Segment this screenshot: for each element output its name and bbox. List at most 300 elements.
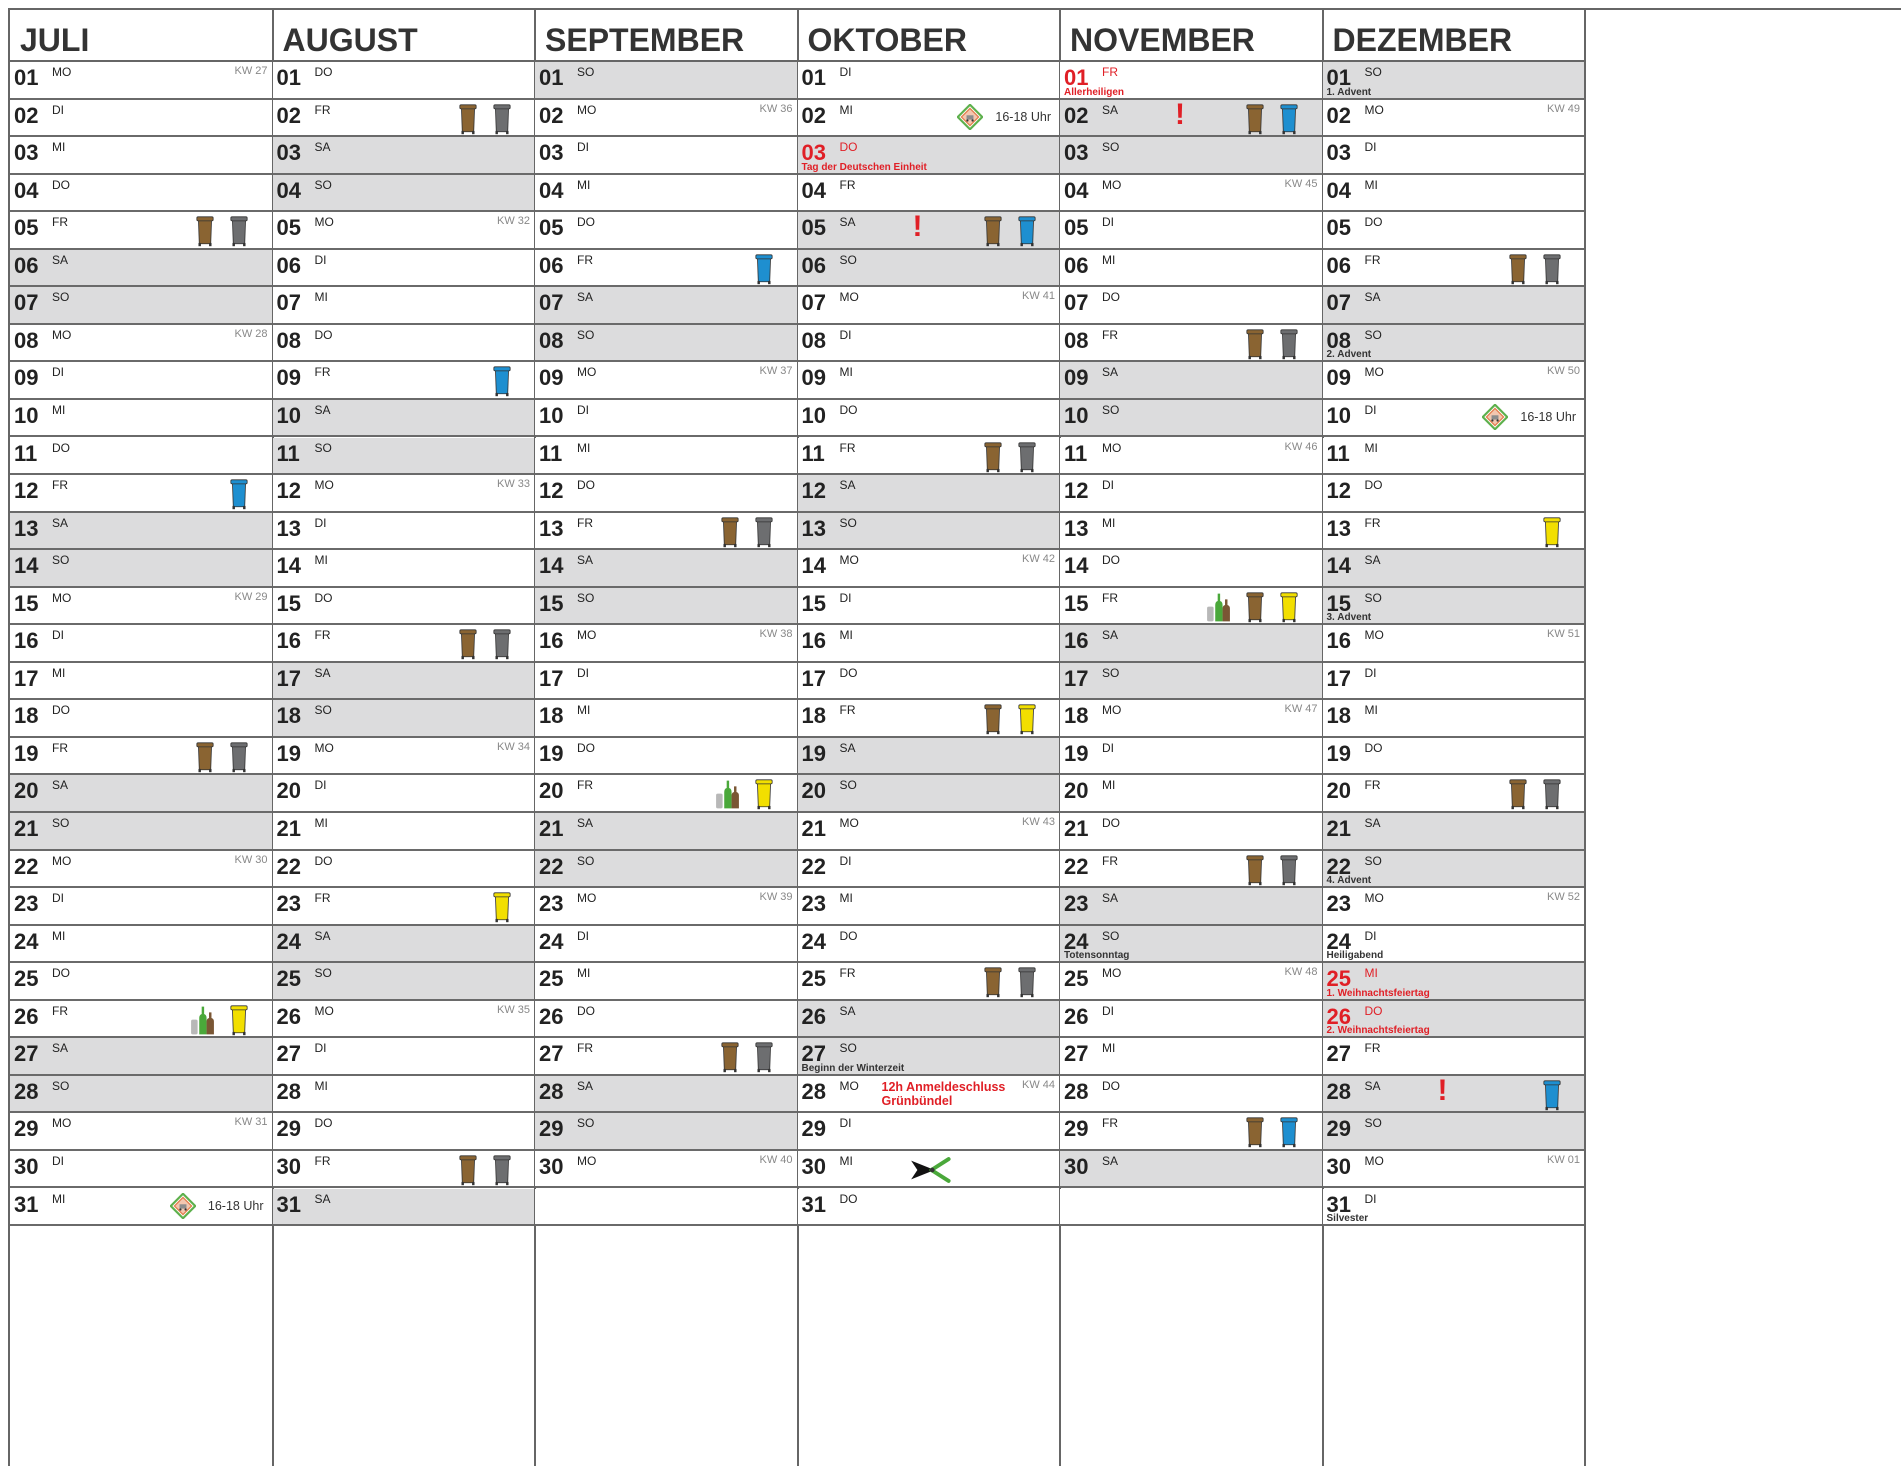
weekday-label: MI: [577, 177, 591, 192]
brown-bin-icon: [1509, 254, 1527, 288]
weekday-label: SO: [1102, 928, 1120, 943]
day-number: 14: [14, 553, 39, 579]
day-cell[interactable]: [273, 362, 535, 400]
day-cell[interactable]: [1060, 813, 1322, 851]
day-cell[interactable]: [798, 851, 1060, 889]
calendar-week-label: KW 49: [1546, 102, 1580, 115]
day-number: 09: [801, 365, 826, 391]
day-cell[interactable]: [798, 400, 1060, 438]
deadline-note: [882, 1080, 1006, 1108]
weekday-label: FR: [52, 478, 68, 493]
day-cell[interactable]: [535, 438, 797, 476]
day-cell[interactable]: [273, 1001, 535, 1039]
day-number: 30: [801, 1153, 826, 1179]
day-cell[interactable]: [273, 663, 535, 701]
day-cell[interactable]: [1060, 1076, 1322, 1114]
day-cell[interactable]: [798, 775, 1060, 813]
day-cell[interactable]: [535, 1001, 797, 1039]
day-cell[interactable]: [535, 1038, 797, 1076]
day-cell[interactable]: [535, 700, 797, 738]
weekday-label: MO: [1364, 1153, 1384, 1168]
day-cell[interactable]: [1323, 813, 1585, 851]
day-cell[interactable]: [10, 813, 272, 851]
day-cell[interactable]: [798, 1113, 1060, 1151]
day-cell[interactable]: [10, 775, 272, 813]
day-number: 15: [801, 590, 826, 616]
day-cell[interactable]: [535, 325, 797, 363]
weekday-label: DI: [839, 65, 852, 79]
day-cell[interactable]: [1060, 287, 1322, 325]
day-cell[interactable]: [1060, 1001, 1322, 1039]
day-cell[interactable]: [1060, 1038, 1322, 1076]
day-cell[interactable]: [1323, 1076, 1585, 1114]
day-cell[interactable]: [273, 963, 535, 1001]
day-cell[interactable]: [273, 513, 535, 551]
day-number: 30: [276, 1153, 301, 1179]
weekday-label: DO: [839, 665, 858, 680]
day-cell[interactable]: [535, 400, 797, 438]
brown-bin-icon: [1246, 1117, 1264, 1151]
day-cell[interactable]: [1323, 1001, 1585, 1039]
day-cell[interactable]: [798, 513, 1060, 551]
weekday-label: DI: [1364, 665, 1377, 680]
day-cell[interactable]: [1060, 325, 1322, 363]
day-cell[interactable]: [1060, 100, 1322, 138]
day-cell[interactable]: [798, 325, 1060, 363]
day-cell[interactable]: [535, 888, 797, 926]
weekday-label: SA: [577, 553, 594, 568]
day-number: 26: [539, 1003, 564, 1029]
day-cell[interactable]: [798, 1001, 1060, 1039]
day-cell[interactable]: [798, 588, 1060, 626]
day-cell[interactable]: [273, 775, 535, 813]
day-cell[interactable]: [535, 550, 797, 588]
day-cell[interactable]: [1323, 325, 1585, 363]
day-cell[interactable]: [798, 175, 1060, 213]
day-number: 07: [539, 290, 564, 316]
day-cell[interactable]: [1060, 513, 1322, 551]
calendar-week-label: KW 39: [759, 891, 793, 904]
weekday-label: DI: [839, 590, 852, 605]
day-number: 20: [14, 778, 39, 804]
weekday-label: SA: [1102, 1153, 1119, 1168]
day-number: 15: [1326, 590, 1351, 616]
day-cell[interactable]: [273, 100, 535, 138]
weekday-label: DO: [839, 1191, 858, 1206]
day-cell[interactable]: [1323, 400, 1585, 438]
deadline-note-line-2: Grünbündel: [881, 1093, 953, 1108]
day-cell[interactable]: [273, 438, 535, 476]
weekday-label: MO: [839, 290, 859, 305]
day-cell[interactable]: [1060, 775, 1322, 813]
day-cell[interactable]: [535, 775, 797, 813]
day-cell[interactable]: [10, 1151, 272, 1189]
day-cell[interactable]: [798, 100, 1060, 138]
day-number: 15: [539, 590, 564, 616]
day-cell[interactable]: [1323, 212, 1585, 250]
weekday-label: DO: [1364, 215, 1383, 230]
day-cell[interactable]: [1323, 775, 1585, 813]
day-cell[interactable]: [798, 963, 1060, 1001]
day-cell[interactable]: [1323, 475, 1585, 513]
day-cell[interactable]: [1060, 400, 1322, 438]
day-cell[interactable]: [273, 813, 535, 851]
day-cell[interactable]: [273, 588, 535, 626]
weekday-label: MI: [314, 290, 328, 305]
event-label: 1. Advent: [1326, 86, 1372, 98]
day-number: 15: [276, 590, 301, 616]
day-cell[interactable]: [10, 1189, 272, 1227]
day-number: 23: [801, 891, 826, 917]
day-cell[interactable]: [10, 475, 272, 513]
day-cell[interactable]: [273, 475, 535, 513]
day-cell[interactable]: [10, 963, 272, 1001]
weekday-label: SO: [1102, 665, 1120, 680]
day-cell[interactable]: [1060, 250, 1322, 288]
weekday-label: FR: [1102, 1116, 1118, 1131]
day-cell[interactable]: [10, 100, 272, 138]
day-cell[interactable]: [1060, 963, 1322, 1001]
day-cell[interactable]: [535, 625, 797, 663]
day-cell[interactable]: [273, 62, 535, 100]
day-cell[interactable]: [1323, 1113, 1585, 1151]
day-cell[interactable]: [1323, 625, 1585, 663]
day-cell[interactable]: [10, 175, 272, 213]
day-number: 17: [276, 665, 301, 691]
weekday-label: DO: [314, 853, 333, 868]
day-number: 20: [539, 778, 564, 804]
day-cell[interactable]: [273, 325, 535, 363]
weekday-label: SA: [314, 665, 331, 680]
day-cell[interactable]: [1060, 888, 1322, 926]
day-cell[interactable]: [798, 888, 1060, 926]
day-cell[interactable]: [1060, 137, 1322, 175]
day-number: 29: [539, 1116, 564, 1142]
day-number: 09: [1326, 365, 1351, 391]
day-cell[interactable]: [798, 663, 1060, 701]
day-number: 16: [801, 628, 826, 654]
day-cell[interactable]: [10, 212, 272, 250]
weekday-label: FR: [1364, 778, 1381, 793]
yellow-bin-icon: [1543, 517, 1561, 551]
day-number: 09: [276, 365, 301, 391]
day-cell[interactable]: [535, 813, 797, 851]
day-cell[interactable]: [273, 137, 535, 175]
day-cell[interactable]: [10, 1113, 272, 1151]
weekday-label: FR: [1102, 853, 1118, 868]
day-cell[interactable]: [798, 475, 1060, 513]
day-cell[interactable]: [798, 926, 1060, 964]
day-cell[interactable]: [10, 137, 272, 175]
day-cell[interactable]: [1323, 588, 1585, 626]
day-cell[interactable]: [273, 700, 535, 738]
day-cell[interactable]: [798, 700, 1060, 738]
day-cell[interactable]: [1323, 1038, 1585, 1076]
day-cell[interactable]: [10, 362, 272, 400]
glass-bottles-icon: [190, 1005, 215, 1039]
day-cell[interactable]: [535, 926, 797, 964]
day-number: 24: [14, 928, 39, 954]
day-cell[interactable]: [1323, 513, 1585, 551]
day-cell[interactable]: [10, 325, 272, 363]
day-cell[interactable]: [535, 513, 797, 551]
day-cell[interactable]: [10, 438, 272, 476]
day-cell[interactable]: [535, 1151, 797, 1189]
day-cell[interactable]: [798, 137, 1060, 175]
day-cell[interactable]: [273, 1189, 535, 1227]
day-cell[interactable]: [10, 588, 272, 626]
month-header: JULI: [10, 10, 272, 62]
day-cell[interactable]: [273, 212, 535, 250]
weekday-label: DO: [577, 1003, 595, 1018]
day-cell[interactable]: [273, 400, 535, 438]
day-cell[interactable]: [10, 400, 272, 438]
day-cell[interactable]: [1323, 250, 1585, 288]
day-cell[interactable]: [273, 851, 535, 889]
day-cell[interactable]: [10, 625, 272, 663]
day-number: 03: [14, 140, 39, 166]
day-number: 25: [276, 966, 301, 992]
day-cell[interactable]: [1323, 888, 1585, 926]
calendar-week-label: KW 40: [759, 1153, 793, 1166]
yellow-bin-icon: [1280, 592, 1298, 626]
day-cell[interactable]: [273, 1151, 535, 1189]
day-number: 02: [1064, 102, 1089, 128]
day-cell[interactable]: [10, 663, 272, 701]
weekday-label: DO: [1102, 290, 1120, 305]
day-cell[interactable]: [535, 175, 797, 213]
yellow-bin-icon: [493, 892, 511, 926]
weekday-label: MI: [1102, 778, 1116, 793]
day-cell[interactable]: [273, 1038, 535, 1076]
brown-bin-icon: [459, 629, 477, 663]
day-cell[interactable]: [1060, 663, 1322, 701]
weekday-label: DI: [52, 365, 64, 380]
day-cell[interactable]: [535, 663, 797, 701]
day-cell[interactable]: [1060, 851, 1322, 889]
day-cell[interactable]: [10, 851, 272, 889]
day-cell[interactable]: [1060, 926, 1322, 964]
weekday-label: MO: [1364, 891, 1384, 906]
day-cell[interactable]: [1060, 700, 1322, 738]
day-cell[interactable]: [273, 550, 535, 588]
day-number: 26: [14, 1003, 39, 1029]
grey-bin-icon: [1018, 442, 1036, 476]
day-number: 14: [1064, 553, 1089, 579]
day-number: 10: [539, 402, 564, 428]
day-cell[interactable]: [273, 926, 535, 964]
day-cell[interactable]: [273, 1113, 535, 1151]
day-cell[interactable]: [535, 362, 797, 400]
day-cell[interactable]: [10, 888, 272, 926]
weekday-label: MO: [1364, 102, 1384, 117]
day-number: 29: [276, 1116, 301, 1142]
day-cell[interactable]: [535, 250, 797, 288]
day-cell[interactable]: [798, 362, 1060, 400]
day-number: 22: [276, 853, 301, 879]
brown-bin-icon: [1246, 104, 1264, 138]
day-cell[interactable]: [1323, 663, 1585, 701]
day-cell[interactable]: [1323, 1189, 1585, 1227]
day-cell[interactable]: [798, 625, 1060, 663]
day-cell[interactable]: [1323, 287, 1585, 325]
weekday-label: MI: [314, 816, 328, 830]
day-number: 14: [539, 553, 564, 579]
weekday-label: DO: [839, 402, 858, 417]
day-cell[interactable]: [1060, 212, 1322, 250]
day-cell[interactable]: [1060, 438, 1322, 476]
day-cell[interactable]: [535, 1076, 797, 1114]
day-cell[interactable]: [1060, 62, 1322, 100]
day-cell[interactable]: [273, 625, 535, 663]
day-cell[interactable]: [1323, 550, 1585, 588]
weekday-label: SO: [839, 252, 857, 267]
day-cell[interactable]: [535, 100, 797, 138]
weekday-label: DO: [1102, 553, 1120, 568]
day-number: 15: [1064, 590, 1089, 616]
weekday-label: MI: [839, 1153, 853, 1168]
day-number: 21: [539, 816, 564, 841]
day-number: 08: [276, 327, 301, 353]
day-cell[interactable]: [798, 287, 1060, 325]
day-number: 01: [1326, 65, 1351, 90]
day-cell[interactable]: [798, 1151, 1060, 1189]
day-cell[interactable]: [535, 1113, 797, 1151]
day-number: 14: [276, 553, 301, 579]
day-cell[interactable]: [535, 588, 797, 626]
day-number: 23: [539, 891, 564, 917]
day-cell[interactable]: [10, 250, 272, 288]
weekday-label: DO: [1364, 1003, 1383, 1018]
day-cell[interactable]: [1060, 475, 1322, 513]
day-cell[interactable]: [798, 1189, 1060, 1227]
day-cell[interactable]: [10, 738, 272, 776]
day-cell[interactable]: [273, 250, 535, 288]
day-number: 17: [1064, 665, 1089, 691]
day-cell[interactable]: [273, 738, 535, 776]
day-cell[interactable]: [1323, 62, 1585, 100]
day-cell[interactable]: [1323, 700, 1585, 738]
day-cell[interactable]: [1060, 175, 1322, 213]
day-cell[interactable]: [10, 513, 272, 551]
day-cell[interactable]: [1323, 438, 1585, 476]
day-cell[interactable]: [798, 550, 1060, 588]
day-cell[interactable]: [10, 1038, 272, 1076]
weekday-label: DI: [314, 515, 327, 530]
day-cell[interactable]: [1323, 1151, 1585, 1189]
day-cell[interactable]: [535, 851, 797, 889]
garden-shears-icon: [908, 1154, 958, 1189]
day-cell[interactable]: [535, 475, 797, 513]
day-cell[interactable]: [10, 550, 272, 588]
day-cell[interactable]: [798, 62, 1060, 100]
day-cell[interactable]: [535, 738, 797, 776]
day-cell[interactable]: [798, 1038, 1060, 1076]
day-cell[interactable]: [10, 700, 272, 738]
day-cell[interactable]: [10, 926, 272, 964]
weekday-label: DI: [1102, 740, 1114, 755]
day-number: 11: [801, 440, 825, 466]
day-cell[interactable]: [1060, 1151, 1322, 1189]
day-cell[interactable]: [1323, 175, 1585, 213]
day-cell[interactable]: [1323, 100, 1585, 138]
day-cell[interactable]: [798, 1076, 1060, 1114]
day-cell[interactable]: [1323, 963, 1585, 1001]
day-cell[interactable]: [1060, 550, 1322, 588]
day-cell[interactable]: [798, 738, 1060, 776]
day-cell[interactable]: [1323, 926, 1585, 964]
weekday-label: SA: [1364, 290, 1381, 305]
weekday-label: MO: [577, 102, 597, 117]
day-cell[interactable]: [1060, 625, 1322, 663]
day-cell[interactable]: [1323, 362, 1585, 400]
day-cell[interactable]: [10, 1001, 272, 1039]
day-number: 11: [539, 440, 563, 466]
day-cell[interactable]: [273, 888, 535, 926]
weekday-label: DO: [577, 215, 595, 230]
grey-bin-icon: [1280, 855, 1298, 889]
calendar-week-label: KW 37: [759, 365, 793, 378]
day-cell[interactable]: [798, 212, 1060, 250]
day-number: 02: [1326, 102, 1351, 128]
event-label: Silvester: [1326, 1213, 1369, 1225]
day-cell[interactable]: [798, 813, 1060, 851]
day-number: 28: [539, 1078, 564, 1104]
calendar-week-label: KW 31: [234, 1116, 268, 1129]
day-cell[interactable]: [273, 287, 535, 325]
day-cell[interactable]: [1060, 1113, 1322, 1151]
day-cell[interactable]: [10, 287, 272, 325]
day-cell[interactable]: [1323, 851, 1585, 889]
day-number: 25: [1326, 966, 1351, 992]
day-cell[interactable]: [1323, 137, 1585, 175]
day-cell[interactable]: [1060, 738, 1322, 776]
calendar-week-label: KW 01: [1546, 1153, 1580, 1166]
day-number: 04: [14, 177, 39, 203]
brown-bin-icon: [1246, 855, 1264, 889]
day-cell[interactable]: [1060, 588, 1322, 626]
weekday-label: FR: [1364, 1041, 1381, 1056]
day-cell[interactable]: [273, 175, 535, 213]
day-cell[interactable]: [535, 212, 797, 250]
weekday-label: FR: [1102, 327, 1118, 342]
day-number: 20: [1326, 778, 1351, 804]
day-cell[interactable]: [535, 287, 797, 325]
day-number: 23: [276, 891, 301, 917]
day-cell[interactable]: [10, 1076, 272, 1114]
grey-bin-icon: [1543, 254, 1561, 288]
day-cell[interactable]: [1323, 738, 1585, 776]
day-cell[interactable]: [798, 250, 1060, 288]
weekday-label: SO: [1102, 402, 1120, 417]
day-number: 02: [276, 102, 301, 128]
day-number: 05: [14, 215, 39, 241]
day-number: 22: [1064, 853, 1089, 879]
weekday-label: MO: [1102, 703, 1122, 718]
day-cell[interactable]: [10, 62, 272, 100]
day-cell[interactable]: [1060, 362, 1322, 400]
weekday-label: DI: [577, 402, 589, 417]
day-cell[interactable]: [535, 62, 797, 100]
day-cell[interactable]: [798, 438, 1060, 476]
day-cell[interactable]: [273, 1076, 535, 1114]
weekday-label: SA: [314, 928, 331, 943]
day-cell[interactable]: [535, 137, 797, 175]
day-number: 01: [539, 65, 564, 90]
day-number: 16: [1064, 628, 1089, 654]
weekday-label: FR: [839, 177, 856, 192]
day-cell[interactable]: [535, 963, 797, 1001]
